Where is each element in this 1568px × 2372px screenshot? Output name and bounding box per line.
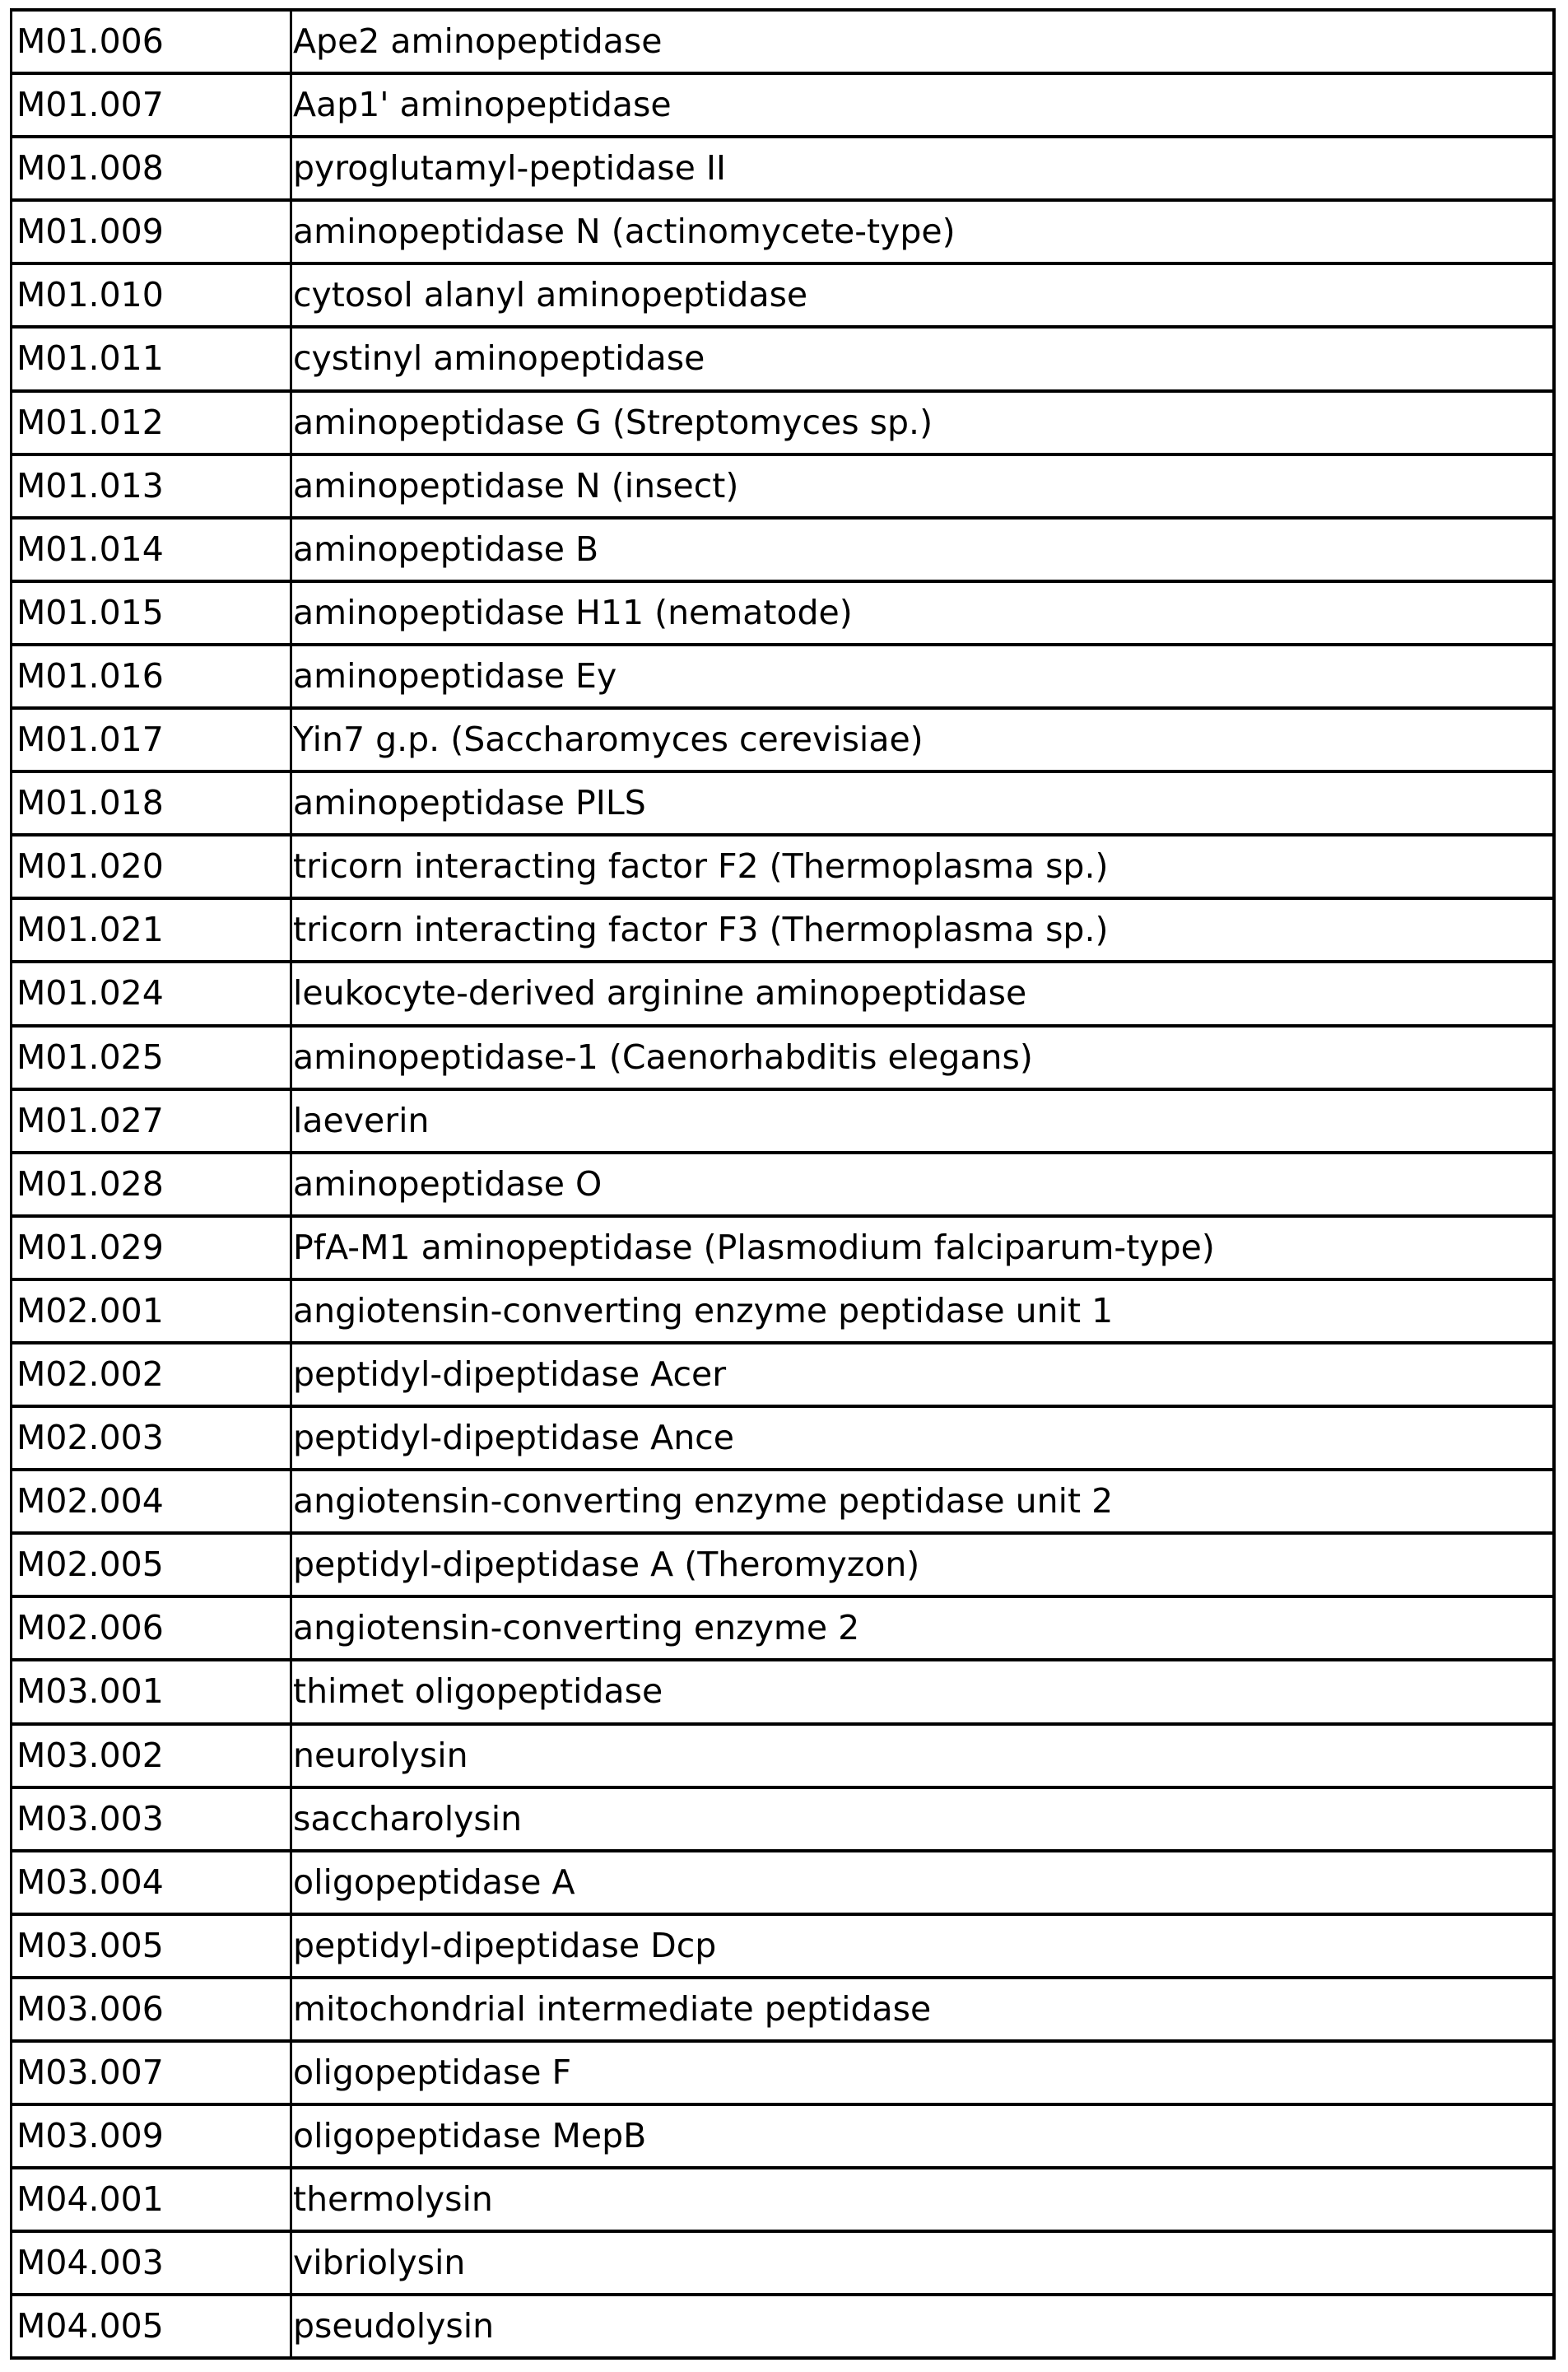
peptidase-code-cell: M01.011 — [12, 329, 292, 389]
peptidase-name-cell: angiotensin-converting enzyme peptidase unit 1 — [293, 1290, 1114, 1330]
peptidase-name-cell: peptidyl-dipeptidase Dcp — [293, 1925, 717, 1965]
peptidase-code-cell: M01.016 — [12, 646, 292, 706]
table-row — [12, 1789, 1552, 1852]
peptidase-code-cell: M01.020 — [12, 836, 292, 897]
peptidase-name-cell: angiotensin-converting enzyme 2 — [293, 1608, 860, 1648]
peptidase-code-cell: M01.008 — [12, 138, 292, 198]
peptidase-name-cell: peptidyl-dipeptidase A (Theromyzon) — [293, 1545, 920, 1585]
table-row — [12, 202, 1552, 265]
peptidase-code-cell: M01.007 — [12, 75, 292, 135]
peptidase-code-cell: M01.024 — [12, 963, 292, 1023]
table-row — [12, 1344, 1552, 1408]
peptidase-name-cell: angiotensin-converting enzyme peptidase unit 2 — [293, 1481, 1114, 1522]
peptidase-code-cell: M01.012 — [12, 393, 292, 453]
peptidase-code-cell: M03.004 — [12, 1852, 292, 1913]
peptidase-code-cell: M03.001 — [12, 1661, 292, 1722]
table-row — [12, 836, 1552, 900]
peptidase-code-cell: M01.028 — [12, 1154, 292, 1214]
peptidase-code-cell: M03.005 — [12, 1916, 292, 1976]
peptidase-name-cell: cystinyl aminopeptidase — [293, 338, 705, 379]
peptidase-code-cell: M01.017 — [12, 710, 292, 770]
peptidase-name-cell: pyroglutamyl-peptidase II — [293, 148, 727, 189]
peptidase-name-cell: oligopeptidase F — [293, 2053, 572, 2092]
table-row — [12, 393, 1552, 456]
peptidase-name-cell: thimet oligopeptidase — [293, 1671, 663, 1712]
table-row — [12, 1661, 1552, 1725]
peptidase-code-cell: M02.003 — [12, 1408, 292, 1468]
table-row — [12, 1028, 1552, 1091]
peptidase-name-cell: saccharolysin — [293, 1798, 523, 1838]
table-row — [12, 1281, 1552, 1344]
table-row — [12, 1852, 1552, 1916]
peptidase-code-cell: M01.029 — [12, 1218, 292, 1278]
peptidase-code-cell: M01.015 — [12, 583, 292, 643]
peptidase-code-cell: M02.005 — [12, 1535, 292, 1595]
peptidase-code-cell: M01.009 — [12, 202, 292, 262]
table-row — [12, 75, 1552, 138]
table-row — [12, 520, 1552, 583]
peptidase-name-cell: laeverin — [293, 1100, 430, 1140]
peptidase-name-cell: peptidyl-dipeptidase Acer — [293, 1354, 727, 1394]
peptidase-code-cell: M01.014 — [12, 520, 292, 580]
peptidase-name-cell: peptidyl-dipeptidase Ance — [293, 1418, 734, 1458]
table-row — [12, 1979, 1552, 2043]
peptidase-name-cell: neurolysin — [293, 1735, 468, 1775]
peptidase-name-cell: mitochondrial intermediate peptidase — [293, 1988, 932, 2029]
peptidase-name-cell: tricorn interacting factor F2 (Thermoplasma sp.) — [293, 846, 1109, 887]
peptidase-name-cell: thermolysin — [293, 2179, 493, 2220]
table-row — [12, 1726, 1552, 1789]
table-row — [12, 2296, 1552, 2360]
peptidase-name-cell: Aap1' aminopeptidase — [293, 85, 672, 125]
table-row — [12, 900, 1552, 963]
peptidase-name-cell: aminopeptidase N (insect) — [293, 465, 739, 506]
table-row — [12, 1218, 1552, 1281]
peptidase-name-cell: vibriolysin — [293, 2243, 466, 2283]
table-row — [12, 1471, 1552, 1535]
table-row — [12, 2043, 1552, 2106]
table-row — [12, 329, 1552, 392]
peptidase-code-cell: M01.025 — [12, 1028, 292, 1088]
peptidase-code-cell: M01.013 — [12, 456, 292, 516]
peptidase-name-cell: pseudolysin — [293, 2306, 495, 2346]
peptidase-name-cell: tricorn interacting factor F3 (Thermoplasma sp.) — [293, 910, 1109, 950]
table-row — [12, 646, 1552, 710]
peptidase-name-cell: oligopeptidase MepB — [293, 2116, 647, 2156]
table-row — [12, 963, 1552, 1027]
peptidase-name-cell: aminopeptidase Ey — [293, 655, 617, 696]
table-row — [12, 12, 1552, 75]
table-row — [12, 1598, 1552, 1661]
table-row — [12, 2169, 1552, 2233]
peptidase-code-cell: M02.006 — [12, 1598, 292, 1658]
peptidase-name-cell: aminopeptidase-1 (Caenorhabditis elegans) — [293, 1037, 1033, 1077]
peptidase-code-cell: M01.006 — [12, 12, 292, 72]
peptidase-code-cell: M01.010 — [12, 265, 292, 325]
peptidase-name-cell: aminopeptidase G (Streptomyces sp.) — [293, 402, 933, 442]
peptidase-code-cell: M04.005 — [12, 2296, 292, 2356]
table-row — [12, 710, 1552, 773]
peptidase-code-cell: M03.009 — [12, 2106, 292, 2166]
peptidase-name-cell: aminopeptidase H11 (nematode) — [293, 592, 853, 632]
peptidase-name-cell: aminopeptidase B — [293, 529, 599, 569]
peptidase-name-cell: PfA-M1 aminopeptidase (Plasmodium falciparum-type) — [293, 1227, 1215, 1267]
peptidase-code-cell: M03.006 — [12, 1979, 292, 2039]
table-row — [12, 583, 1552, 646]
table-row — [12, 2106, 1552, 2169]
peptidase-code-cell: M03.002 — [12, 1726, 292, 1786]
peptidase-name-cell: leukocyte-derived arginine aminopeptidase — [293, 973, 1027, 1014]
peptidase-code-cell: M04.001 — [12, 2169, 292, 2230]
peptidase-name-cell: Ape2 aminopeptidase — [293, 21, 663, 61]
table-row — [12, 138, 1552, 202]
peptidase-code-cell: M02.002 — [12, 1344, 292, 1405]
peptidase-code-cell: M01.021 — [12, 900, 292, 960]
table-row — [12, 1408, 1552, 1471]
table-row — [12, 773, 1552, 836]
peptidase-code-cell: M02.001 — [12, 1281, 292, 1341]
peptidase-name-cell: oligopeptidase A — [293, 1862, 575, 1902]
peptidase-table — [10, 8, 1556, 2360]
peptidase-code-cell: M02.004 — [12, 1471, 292, 1531]
table-row — [12, 1091, 1552, 1154]
peptidase-code-cell: M01.018 — [12, 773, 292, 833]
table-row — [12, 2233, 1552, 2296]
peptidase-name-cell: aminopeptidase PILS — [293, 783, 646, 823]
peptidase-code-cell: M03.007 — [12, 2043, 292, 2103]
peptidase-code-cell: M04.003 — [12, 2233, 292, 2293]
peptidase-code-cell: M01.027 — [12, 1091, 292, 1151]
peptidase-code-cell: M03.003 — [12, 1789, 292, 1849]
peptidase-name-cell: aminopeptidase O — [293, 1163, 603, 1204]
table-row — [12, 1535, 1552, 1598]
table-row — [12, 265, 1552, 329]
table-row — [12, 456, 1552, 520]
peptidase-name-cell: aminopeptidase N (actinomycete-type) — [293, 212, 956, 252]
table-row — [12, 1916, 1552, 1979]
table-row — [12, 1154, 1552, 1218]
peptidase-name-cell: cytosol alanyl aminopeptidase — [293, 275, 808, 315]
peptidase-name-cell: Yin7 g.p. (Saccharomyces cerevisiae) — [293, 720, 924, 760]
